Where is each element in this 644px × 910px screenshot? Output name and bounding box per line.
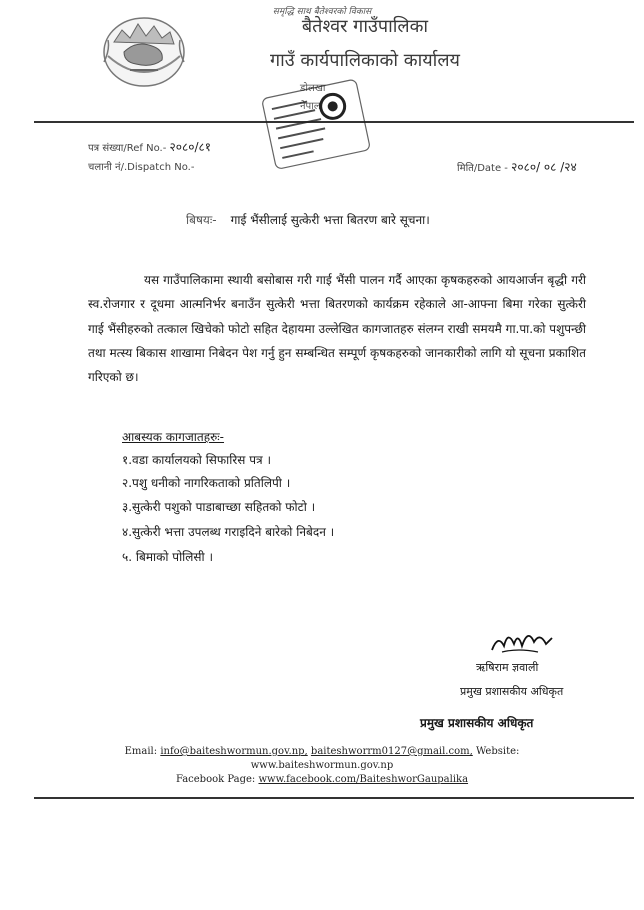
- document-item: २.पशु धनीको नागरिकताको प्रतिलिपी ।: [122, 476, 291, 490]
- ref-value: २०८०/८१: [169, 140, 211, 154]
- document-item: १.वडा कार्यालयको सिफारिस पत्र ।: [122, 453, 272, 467]
- email-label: Email:: [124, 746, 158, 757]
- office-stamp-icon: [262, 78, 372, 170]
- letter-date: [457, 158, 577, 175]
- document-item: ५. बिमाको पोलिसी ।: [122, 550, 214, 564]
- office-name: बैतेश्वर गाउँपालिका: [301, 16, 429, 37]
- document-item: ३.सुत्केरी पशुको पाडाबाच्छा सहितको फोटो ।: [122, 500, 316, 514]
- reference-number: [88, 138, 211, 155]
- nepal-emblem-icon: [100, 12, 188, 90]
- subject-text: गाई भैंसीलाई सुत्केरी भत्ता बितरण बारे सूचना।: [230, 213, 430, 227]
- signature-mark: [488, 624, 556, 656]
- address-country: नेपाल: [300, 101, 321, 112]
- dispatch-label: चलानी नं/.Dispatch No.-: [88, 162, 195, 173]
- documents-heading: आबस्यक कागजातहरुः-: [122, 430, 225, 444]
- signatory-title-stamp: प्रमुख प्रशासकीय अधिकृत: [420, 716, 534, 730]
- ref-label: पत्र संख्या/Ref No.-: [88, 143, 167, 154]
- document-item: ४.सुत्केरी भत्ता उपलब्ध गराइदिने बारेको निबेदन ।: [122, 525, 335, 539]
- subject-label: बिषयः-: [186, 213, 217, 227]
- subject-line: [186, 211, 430, 228]
- footer-divider: [34, 797, 634, 799]
- footer-website-line: [0, 760, 644, 771]
- footer-contact-line: [0, 746, 644, 757]
- date-label: मिति/Date -: [457, 163, 508, 174]
- signatory-name: ऋषिराम ज्ञवाली: [476, 661, 539, 674]
- address-district: डोलखा: [300, 83, 326, 94]
- facebook-label: Facebook Page:: [175, 774, 256, 785]
- notice-body: यस गाउँपालिकामा स्थायी बसोबास गरी गाई भैंसी पालन गर्दै आएका कृषकहरुको आयआर्जन बृद्धी गरी स्व.रोजगार र दूधमा आत्मनिर्भर बनाउँन सुत्केरी भत्ता बितरणको कार्यक्रम रहेकाले आ-आफ्ना बिमा गरेका सुत्केरी गाई भैंसीहरुको तत्काल खिचेको फोटो सहित देहायमा उल्लेखित कागजातहरु संलग्न राखी समयमै गा.पा.को पशुपन्छी तथा मत्स्य बिकास शाखामा निबेदन पेश गर्नु हुन सम्बन्धित सम्पूर्ण कृषकहरुको जानकारीको लागि यो सूचना प्रकाशित गरिएको छ।: [88, 273, 586, 385]
- footer-facebook-line: [0, 774, 644, 785]
- website-label: Website:: [475, 746, 520, 757]
- facebook-link[interactable]: www.facebook.com/BaiteshworGaupalika: [258, 774, 469, 785]
- office-subtitle: गाउँ कार्यपालिकाको कार्यालय: [270, 50, 460, 71]
- letterhead-tagline: समृद्धि साथ बैतेश्वरको विकास: [272, 7, 372, 17]
- signatory-title: प्रमुख प्रशासकीय अधिकृत: [460, 685, 564, 698]
- dispatch-number: [88, 159, 194, 173]
- email-link-1[interactable]: info@baiteshwormun.gov.np,: [160, 746, 308, 757]
- website-link[interactable]: www.baiteshwormun.gov.np: [250, 760, 394, 771]
- date-value: २०८०/ ०८ /२४: [511, 160, 577, 174]
- email-link-2[interactable]: baiteshworrm0127@gmail.com,: [310, 746, 473, 757]
